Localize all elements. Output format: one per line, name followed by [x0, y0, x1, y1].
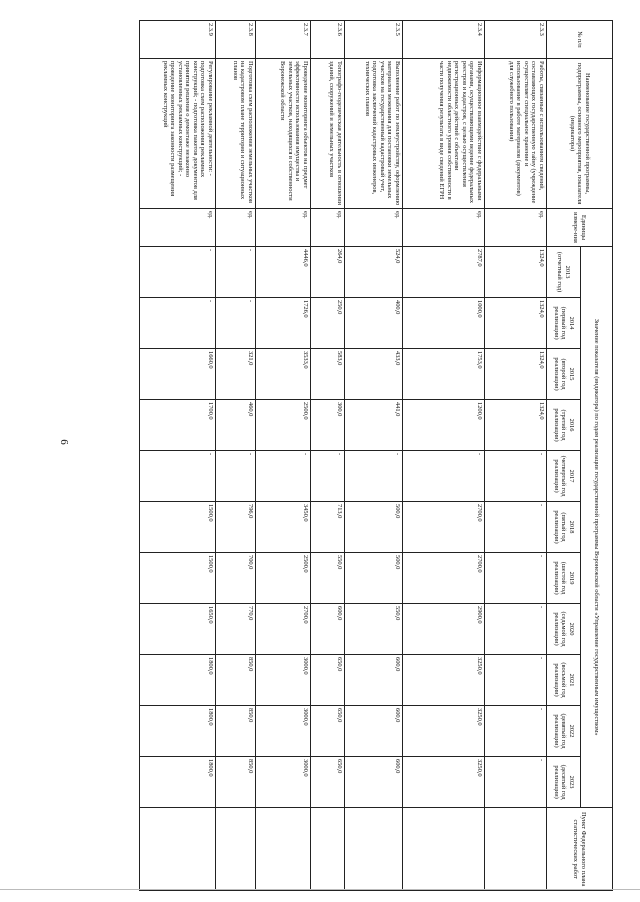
row-unit: ед. — [345, 209, 403, 247]
year-label: 2023 — [567, 775, 575, 789]
row-value: - — [485, 604, 547, 655]
row-value: - — [311, 451, 345, 502]
row-value: 2787,0 — [403, 247, 485, 298]
header-year-2015 — [547, 349, 581, 400]
row-value: 321,0 — [216, 349, 256, 400]
row-value: 700,0 — [216, 553, 256, 604]
year-note: (десятый год реализации) — [552, 764, 568, 800]
row-name: Подготовка схем расположения земельных участков на кадастровом плане территории и ситуационных планов — [216, 59, 256, 209]
row-value: 3000,0 — [256, 757, 311, 808]
row-value: 850,0 — [216, 655, 256, 706]
row-plan — [256, 808, 311, 891]
row-value: - — [216, 451, 256, 502]
row-value: 1753,0 — [403, 349, 485, 400]
row-value: 1200,0 — [403, 400, 485, 451]
row-value: 650,0 — [311, 706, 345, 757]
row-unit: ед. — [403, 209, 485, 247]
table-row — [311, 21, 345, 891]
row-unit: ед. — [311, 209, 345, 247]
row-name: Регулирование рекламной деятельности: - подготовка схем расположения рекламных конструкций; - подготовка пакетов документов для принятия решения о демонтаже незаконно установленных рекламных конструкций; - проведение мониторинга законности размещения рекламных конструкций — [140, 59, 216, 209]
row-plan — [485, 808, 547, 891]
row-value: 1324,0 — [485, 349, 547, 400]
row-value: 4446,0 — [256, 247, 311, 298]
row-value: 600,0 — [311, 604, 345, 655]
year-note: (девятый год реализации) — [552, 713, 568, 749]
row-value: 1700,0 — [140, 400, 216, 451]
header-year-2023 — [547, 757, 581, 808]
row-value: 300,0 — [311, 400, 345, 451]
row-value: 441,0 — [345, 400, 403, 451]
row-value: 500,0 — [345, 553, 403, 604]
row-value: 713,0 — [311, 502, 345, 553]
row-value: - — [216, 298, 256, 349]
row-value: 550,0 — [345, 604, 403, 655]
table-row — [256, 21, 311, 891]
row-value: 1800,0 — [140, 757, 216, 808]
row-number: 2.3.3 — [485, 21, 547, 59]
row-value: 460,0 — [216, 400, 256, 451]
row-value: 264,0 — [311, 247, 345, 298]
table-row — [345, 21, 403, 891]
year-label: 2017 — [567, 469, 575, 483]
year-label: 2020 — [567, 622, 575, 636]
row-value: 1660,0 — [140, 349, 216, 400]
row-value: 550,0 — [311, 553, 345, 604]
row-value: - — [485, 706, 547, 757]
row-value: - — [485, 451, 547, 502]
year-note: (шестой год реализации) — [552, 561, 568, 595]
row-value: 1500,0 — [140, 553, 216, 604]
scan-edge-line — [0, 889, 640, 890]
table-row — [216, 21, 256, 891]
row-value: 3000,0 — [256, 655, 311, 706]
row-value: 3250,0 — [403, 706, 485, 757]
row-value: 770,0 — [216, 604, 256, 655]
row-unit: ед. — [485, 209, 547, 247]
row-number: 2.3.6 — [311, 21, 345, 59]
row-value: 1800,0 — [140, 706, 216, 757]
year-note: (пятый год реализации) — [552, 510, 568, 544]
year-label: 2022 — [567, 724, 575, 738]
header-year-2021 — [547, 655, 581, 706]
row-value: 3250,0 — [403, 757, 485, 808]
header-year-2020 — [547, 604, 581, 655]
header-plan: Пункт Федерального плана статистических работ — [547, 808, 613, 891]
row-number: 2.3.9 — [140, 21, 216, 59]
row-value: - — [485, 655, 547, 706]
header-year-2019 — [547, 553, 581, 604]
row-value: - — [140, 298, 216, 349]
year-note: (второй год реализации) — [552, 357, 568, 391]
row-value: 1000,0 — [403, 298, 485, 349]
header-year-2022 — [547, 706, 581, 757]
year-note: (третий год реализации) — [552, 408, 568, 442]
row-value: 600,0 — [345, 757, 403, 808]
row-value: 1324,0 — [485, 400, 547, 451]
row-value: 2500,0 — [256, 400, 311, 451]
row-value: 2900,0 — [403, 604, 485, 655]
row-value: 650,0 — [311, 757, 345, 808]
page-number: 6 — [58, 439, 70, 445]
row-value: - — [216, 247, 256, 298]
row-value: 1650,0 — [140, 604, 216, 655]
row-value: 1800,0 — [140, 655, 216, 706]
row-plan — [140, 808, 216, 891]
header-num: № п/п — [547, 21, 613, 59]
header-values-group: Значение показателя (индикатора) по годам реализации государственной программы Воронежской области «Управление государственным имуществом» — [581, 247, 613, 808]
row-value: 796,0 — [216, 502, 256, 553]
year-label: 2013 — [564, 265, 572, 279]
row-value: 1500,0 — [140, 502, 216, 553]
year-label: 2016 — [567, 418, 575, 432]
table-row — [140, 21, 216, 891]
row-name: Работы, связанные с использованием сведений, составляющих государственную тайну (учреждение осуществляет специальное хранение и использование в работе материалов (документов) для служебного пользования) — [485, 59, 547, 209]
header-year-2013 — [547, 247, 581, 298]
row-value: 1324,0 — [485, 298, 547, 349]
header-unit: Единицы измере-ния — [547, 209, 613, 247]
row-value: - — [485, 553, 547, 604]
row-name: Топографо-геодезическая деятельность в отношении зданий, сооружений и земельных участков — [311, 59, 345, 209]
row-value: 2700,0 — [403, 502, 485, 553]
header-name: Наименование государственной программы, подпрограммы, основного мероприятия, показателя (индикатора) — [547, 59, 613, 209]
row-number: 2.3.8 — [216, 21, 256, 59]
row-value: 1324,0 — [485, 247, 547, 298]
row-plan — [216, 808, 256, 891]
year-label: 2015 — [567, 367, 575, 381]
row-plan — [311, 808, 345, 891]
header-year-2016 — [547, 400, 581, 451]
row-value: 3000,0 — [256, 706, 311, 757]
year-note: (первый год реализации) — [552, 306, 568, 340]
row-value: - — [485, 757, 547, 808]
indicators-table — [139, 20, 613, 891]
row-value: 583,0 — [311, 349, 345, 400]
row-value: - — [140, 247, 216, 298]
row-value: 3250,0 — [403, 655, 485, 706]
row-value: 850,0 — [216, 757, 256, 808]
row-number: 2.3.7 — [256, 21, 311, 59]
year-note: (отчетный год) — [556, 251, 564, 293]
year-note: (восьмой год реализации) — [552, 662, 568, 698]
header-year-2017 — [547, 451, 581, 502]
row-value: 1726,0 — [256, 298, 311, 349]
row-number: 2.3.5 — [345, 21, 403, 59]
row-value: - — [485, 502, 547, 553]
row-value: 2700,0 — [256, 604, 311, 655]
row-value: 250,0 — [311, 298, 345, 349]
year-label: 2014 — [567, 316, 575, 330]
row-value: 3450,0 — [256, 502, 311, 553]
row-unit: ед. — [140, 209, 216, 247]
table-row — [485, 21, 547, 891]
row-value: 524,0 — [345, 247, 403, 298]
row-value: 650,0 — [311, 655, 345, 706]
row-unit: ед. — [216, 209, 256, 247]
row-unit: ед. — [256, 209, 311, 247]
row-plan — [345, 808, 403, 891]
row-name: Проведение мониторинга объектов на предмет эффективности использования имущества и земельных участков, находящихся в собственности Воронежской области — [256, 59, 311, 209]
row-value: - — [403, 451, 485, 502]
row-number: 2.3.4 — [403, 21, 485, 59]
year-label: 2019 — [567, 571, 575, 585]
year-note: (четвертый год реализации) — [552, 455, 568, 497]
row-name: Информационное взаимодействие с федеральными органами, осуществляющими ведение федеральных реестров и кадастров, с целью осуществления регистрационных действий с объектами недвижимости областного уровня собственности в части получения результата в виде сведений ЕГРН — [403, 59, 485, 209]
row-value: 2500,0 — [256, 553, 311, 604]
header-year-2014 — [547, 298, 581, 349]
header-year-2018 — [547, 502, 581, 553]
row-value: 600,0 — [345, 706, 403, 757]
row-value: 433,0 — [345, 349, 403, 400]
year-label: 2021 — [567, 673, 575, 687]
row-name: Выполнение работ по землеустройству, оформлению материалов межевания для постановки земельных участков на государственный кадастровый учет, подготовка заключений кадастровых инженеров, технических планов — [345, 59, 403, 209]
table-row — [403, 21, 485, 891]
row-value: 400,0 — [345, 298, 403, 349]
row-value: 2700,0 — [403, 553, 485, 604]
row-value: - — [256, 451, 311, 502]
row-value: 600,0 — [345, 655, 403, 706]
row-plan — [403, 808, 485, 891]
year-note: (седьмой год реализации) — [552, 611, 568, 647]
row-value: - — [345, 451, 403, 502]
row-value: - — [140, 451, 216, 502]
rotated-table-container — [88, 20, 613, 890]
row-value: 850,0 — [216, 706, 256, 757]
year-label: 2018 — [567, 520, 575, 534]
row-value: 3533,0 — [256, 349, 311, 400]
row-value: 500,0 — [345, 502, 403, 553]
